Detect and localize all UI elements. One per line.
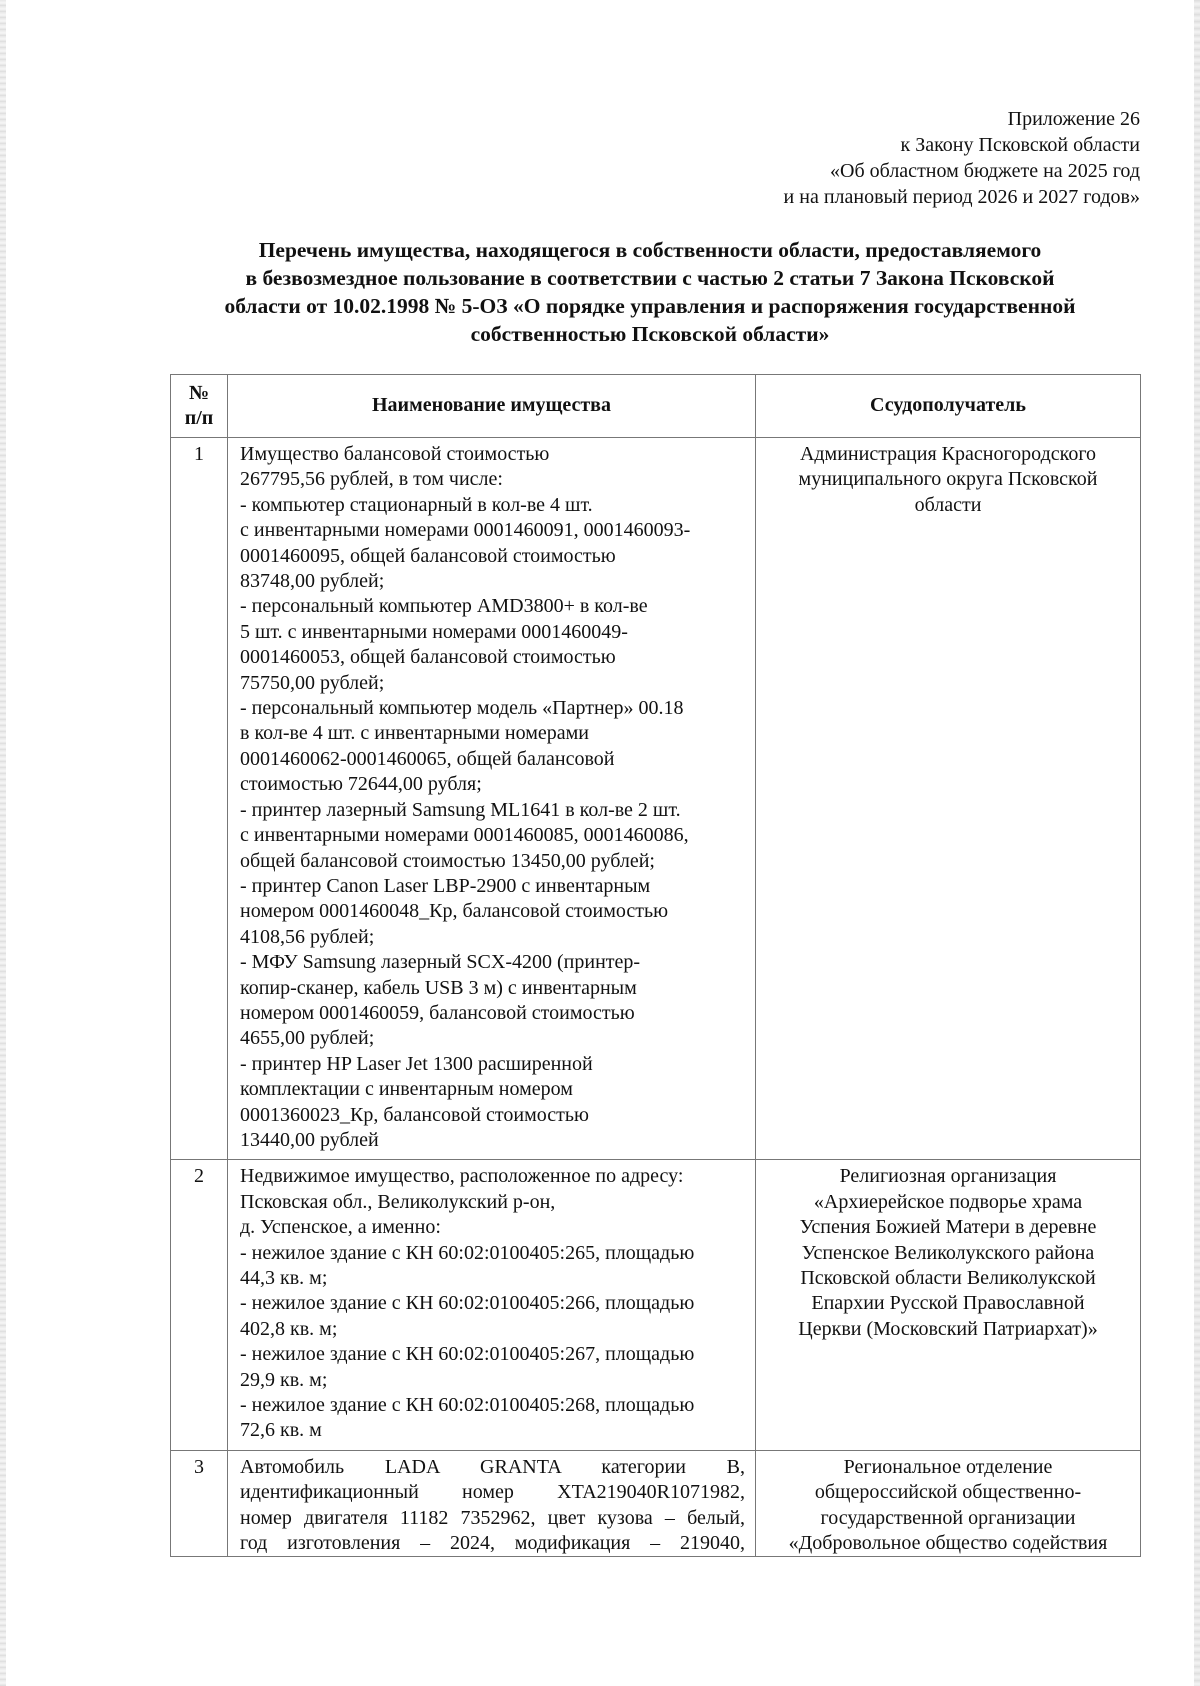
recipient-line: Религиозная организация [839, 1165, 1057, 1188]
property-line: 0001460095, общей балансовой стоимостью [240, 544, 616, 567]
header-number-abbr: п/п [184, 407, 214, 429]
property-line: с инвентарными номерами 0001460091, 0001460093- [240, 519, 691, 542]
recipient-line: Региональное отделение [843, 1455, 1053, 1478]
property-line: д. Успенское, а именно: [240, 1216, 441, 1239]
recipient-name [756, 1450, 1141, 1557]
property-line: идентификационный номер XTA219040R1071982, [240, 1481, 745, 1504]
table-body [171, 438, 1141, 1557]
recipient-line: «Архиерейское подворье храма [813, 1190, 1083, 1213]
appendix-line: «Об областном бюджете на 2025 год [830, 160, 1140, 182]
property-line: 0001360023_Кр, балансовой стоимостью [240, 1103, 589, 1126]
property-line: - принтер лазерный Samsung ML1641 в кол-ве 2 шт. [240, 798, 681, 821]
table-header-row [171, 375, 1141, 438]
row-number: 2 [171, 1160, 228, 1450]
property-line: - принтер HP Laser Jet 1300 расширенной [240, 1052, 593, 1075]
property-line: 267795,56 рублей, в том числе: [240, 468, 503, 491]
header-number-symbol: № [188, 381, 210, 404]
property-table [170, 374, 1141, 1557]
property-line: номером 0001460048_Кр, балансовой стоимостью [240, 900, 669, 923]
property-line: копир-сканер, кабель USB 3 м) с инвентарным [240, 976, 637, 999]
property-line: 402,8 кв. м; [240, 1317, 338, 1340]
property-line: номер двигателя 11182 7352962, цвет кузова – белый, [240, 1506, 745, 1529]
recipient-line: государственной организации [820, 1506, 1076, 1529]
header-recipient: Ссудополучатель [756, 375, 1141, 438]
property-line: год изготовления – 2024, модификация – 219040, [240, 1532, 745, 1555]
property-line: 72,6 кв. м [240, 1419, 322, 1442]
header-number [171, 375, 228, 438]
recipient-line: Успенское Великолукского района [801, 1241, 1095, 1264]
property-line: - нежилое здание с КН 60:02:0100405:266, площадью [240, 1292, 695, 1315]
row-number: 1 [171, 438, 228, 1160]
title-line: в безвозмездное пользование в соответствии с частью 2 статьи 7 Закона Псковской [245, 266, 1055, 290]
property-line: с инвентарными номерами 0001460085, 0001460086, [240, 824, 689, 847]
property-line: - нежилое здание с КН 60:02:0100405:267, площадью [240, 1343, 695, 1366]
recipient-line: Администрация Красногородского [799, 443, 1097, 465]
property-line: - нежилое здание с КН 60:02:0100405:265, площадью [240, 1241, 695, 1264]
property-line: 83748,00 рублей; [240, 570, 385, 593]
title-line: Перечень имущества, находящегося в собственности области, предоставляемого [258, 238, 1042, 262]
recipient-line: Псковской области Великолукской [800, 1267, 1096, 1289]
property-line: 4655,00 рублей; [240, 1027, 375, 1050]
property-description [228, 438, 756, 1160]
property-line: 44,3 кв. м; [240, 1267, 328, 1289]
property-line: Имущество балансовой стоимостью [240, 443, 550, 465]
property-line: Недвижимое имущество, расположенное по адресу: [240, 1165, 684, 1188]
property-line: - нежилое здание с КН 60:02:0100405:268, площадью [240, 1394, 695, 1417]
property-line: номером 0001460059, балансовой стоимостью [240, 1001, 635, 1024]
property-description [228, 1450, 756, 1557]
scan-edge-right [1194, 0, 1200, 1686]
property-line: общей балансовой стоимостью 13450,00 рублей; [240, 849, 655, 872]
property-line: 0001460053, общей балансовой стоимостью [240, 646, 616, 669]
appendix-line: и на плановый период 2026 и 2027 годов» [783, 186, 1140, 208]
property-line: 4108,56 рублей; [240, 925, 375, 948]
appendix-header [784, 106, 1140, 210]
recipient-line: «Добровольное общество содействия [788, 1532, 1108, 1555]
title-line: собственностью Псковской области» [470, 322, 830, 346]
property-line: - персональный компьютер AMD3800+ в кол-ве [240, 595, 648, 618]
appendix-line: к Закону Псковской области [900, 134, 1140, 156]
recipient-line: муниципального округа Псковской [798, 468, 1098, 491]
header-property-name: Наименование имущества [228, 375, 756, 438]
recipient-line: общероссийской общественно- [814, 1481, 1082, 1504]
appendix-line: Приложение 26 [1007, 108, 1140, 130]
table-row [171, 1160, 1141, 1450]
property-line: - принтер Canon Laser LBP-2900 с инвентарным [240, 874, 651, 897]
property-line: 29,9 кв. м; [240, 1368, 328, 1391]
recipient-name [756, 438, 1141, 1160]
property-line: 13440,00 рублей [240, 1128, 379, 1151]
recipient-line: Церкви (Московский Патриархат)» [798, 1317, 1098, 1340]
recipient-name [756, 1160, 1141, 1450]
scan-edge-left [0, 0, 6, 1686]
table-row [171, 1450, 1141, 1557]
property-line: 0001460062-0001460065, общей балансовой [240, 747, 615, 770]
recipient-line: области [914, 493, 982, 516]
row-number: 3 [171, 1450, 228, 1557]
property-line: Псковская обл., Великолукский р-он, [240, 1190, 556, 1213]
property-line: комплектации с инвентарным номером [240, 1078, 573, 1101]
property-line: - компьютер стационарный в кол-ве 4 шт. [240, 493, 593, 516]
table-row [171, 438, 1141, 1160]
document-title [160, 236, 1140, 348]
property-line: Автомобиль LADA GRANTA категории В, [240, 1455, 745, 1478]
property-line: - МФУ Samsung лазерный SCX-4200 (принтер- [240, 951, 641, 974]
property-line: 75750,00 рублей; [240, 671, 385, 694]
property-line: - персональный компьютер модель «Партнер» 00.18 [240, 697, 684, 720]
recipient-line: Успения Божией Матери в деревне [799, 1216, 1097, 1239]
recipient-line: Епархии Русской Православной [811, 1292, 1085, 1315]
property-line: 5 шт. с инвентарными номерами 0001460049- [240, 620, 628, 643]
property-line: в кол-ве 4 шт. с инвентарными номерами [240, 722, 590, 745]
title-line: области от 10.02.1998 № 5-ОЗ «О порядке управления и распоряжения государственной [224, 294, 1076, 318]
property-description [228, 1160, 756, 1450]
property-line: стоимостью 72644,00 рубля; [240, 773, 482, 796]
